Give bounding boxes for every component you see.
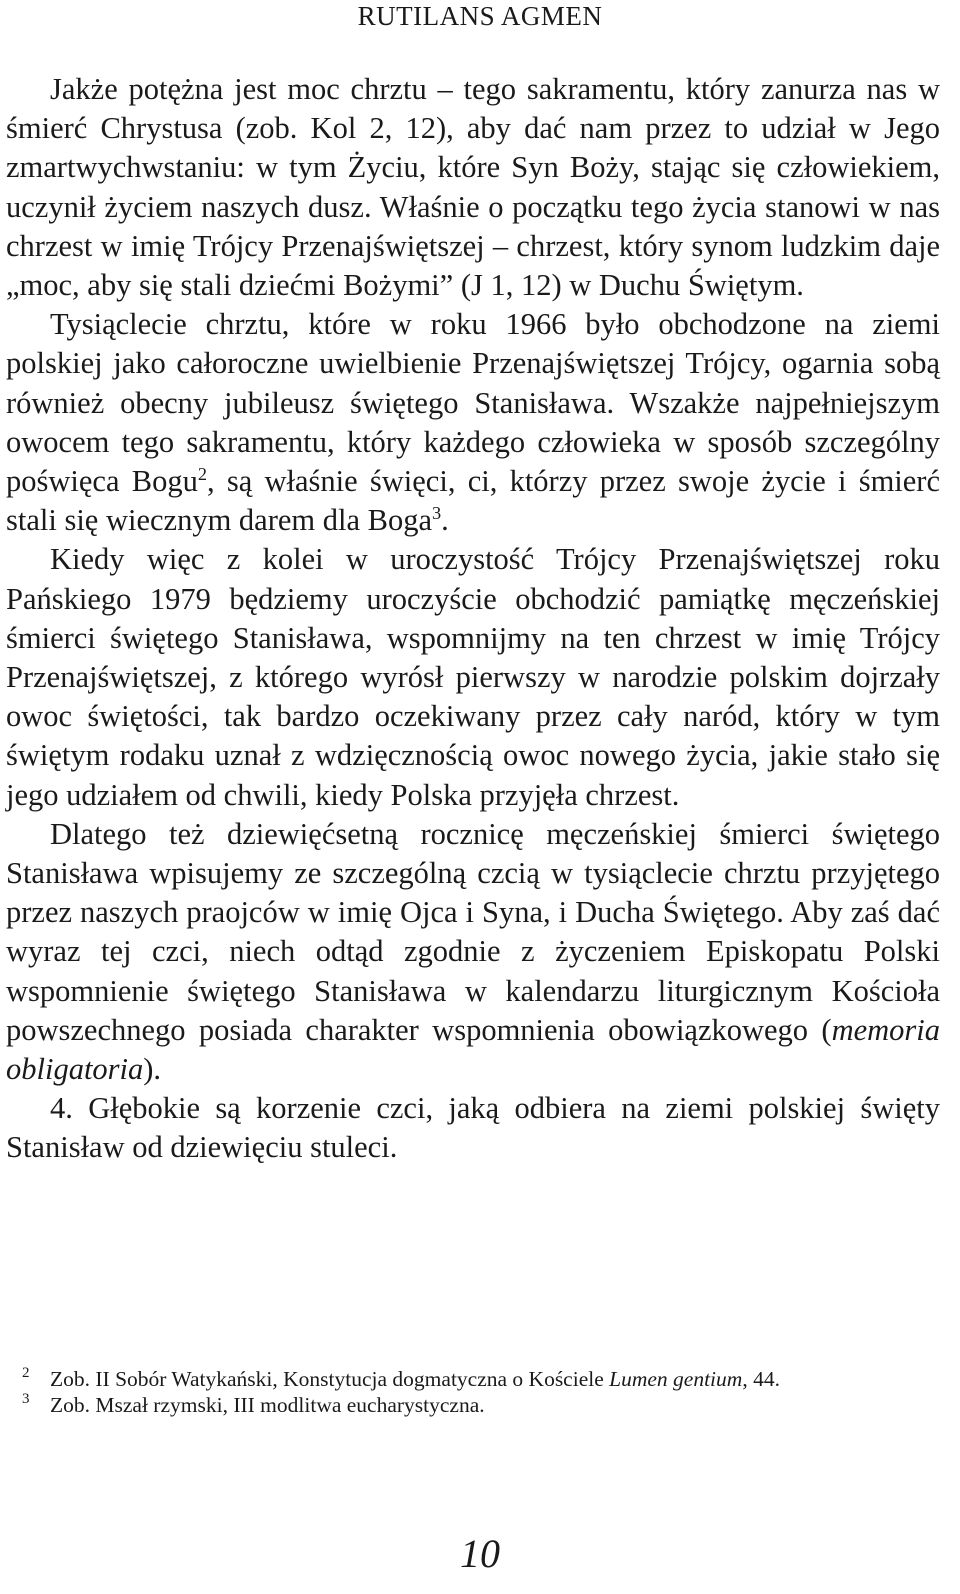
footnote-3 bbox=[6, 1392, 940, 1418]
paragraph-2-text-b: , są właśnie święci, ci, którzy przez swoje życie i śmierć stali się wiecznym darem dla Boga bbox=[6, 464, 940, 538]
footnote-text-a: Zob. II Sobór Watykański, Konstytucja dogmatyczna o Kościele bbox=[50, 1367, 610, 1391]
paragraph-4-text-b: ). bbox=[143, 1052, 162, 1087]
paragraph-2 bbox=[6, 305, 940, 540]
paragraph-5: 4. Głębokie są korzenie czci, jaką odbiera na ziemi polskiej święty Stanisław od dziewięciu stuleci. bbox=[6, 1091, 940, 1165]
footnotes bbox=[6, 1366, 940, 1418]
paragraph-4-text-a: Dlatego też dziewięćsetną rocznicę męczeńskiej śmierci świętego Stanisława wpisujemy ze szczególną czcią w tysiąclecie chrztu przyjętego przez naszych praojców w imię Ojca i Syna, i Ducha Świętego. Aby zaś dać wyraz tej czci, niech odtąd zgodnie z życzeniem Episkopatu Polski wspomnienie świętego Stanisława w kalendarzu liturgicznym Kościoła powszechnego posiada charakter wspomnienia obowiązkowego ( bbox=[6, 816, 940, 1047]
running-header: RUTILANS AGMEN bbox=[357, 1, 603, 31]
paragraph-1: Jakże potężna jest moc chrztu – tego sakramentu, który zanurza nas w śmierć Chrystusa (zob. Kol 2, 12), aby dać nam przez to udział w Jego zmartwychwstaniu: w tym Życiu, które Syn Boży, stając się człowiekiem, uczynił życiem naszych dusz. Właśnie o początku tego życia stanowi w nas chrzest w imię Trójcy Przenajświętszej – chrzest, który synom ludzkim daje „moc, aby się stali dziećmi Bożymi” (J 1, 12) w Duchu Świętym. bbox=[6, 72, 940, 303]
paragraph-2-text-c: . bbox=[441, 503, 449, 538]
paragraph-4-latin-term: memoria obligatoria bbox=[6, 1012, 940, 1087]
footnote-2 bbox=[6, 1366, 940, 1392]
paragraph-4 bbox=[6, 815, 940, 1089]
paragraph-3: Kiedy więc z kolei w uroczystość Trójcy Przenajświętszej roku Pańskiego 1979 będziemy uroczyście obchodzić pamiątkę męczeńskiej śmierci świętego Stanisława, wspomnijmy na ten chrzest w imię Trójcy Przenajświętszej, z którego wyrósł pierwszy w narodzie polskim dojrzały owoc świętości, tak bardzo oczekiwany przez cały naród, który w tym świętym rodaku uznał z wdzięcznością owoc nowego życia, jakie stało się jego udziałem od chwili, kiedy Polska przyjęła chrzest. bbox=[6, 542, 940, 812]
footnote-text-b: , 44. bbox=[742, 1367, 780, 1391]
main-text bbox=[6, 70, 940, 1168]
footnote-italic-title: Lumen gentium bbox=[609, 1367, 743, 1391]
footnote-ref-3[interactable]: 3 bbox=[432, 503, 442, 524]
page-number: 10 bbox=[460, 1531, 500, 1576]
footnote-text-a: Zob. Mszał rzymski, III modlitwa eucharystyczna. bbox=[50, 1393, 485, 1417]
footnote-number: 3 bbox=[22, 1391, 30, 1407]
footnote-number: 2 bbox=[22, 1365, 30, 1381]
footnote-ref-2[interactable]: 2 bbox=[197, 463, 207, 484]
paragraph-2-text-a: Tysiąclecie chrztu, które w roku 1966 było obchodzone na ziemi polskiej jako całoroczne uwielbienie Przenajświętszej Trójcy, ogarnia sobą również obecny jubileusz świętego Stanisława. Wszakże najpełniejszym owocem tego sakramentu, który każdego człowieka w sposób szczególny poświęca Bogu bbox=[6, 307, 940, 499]
